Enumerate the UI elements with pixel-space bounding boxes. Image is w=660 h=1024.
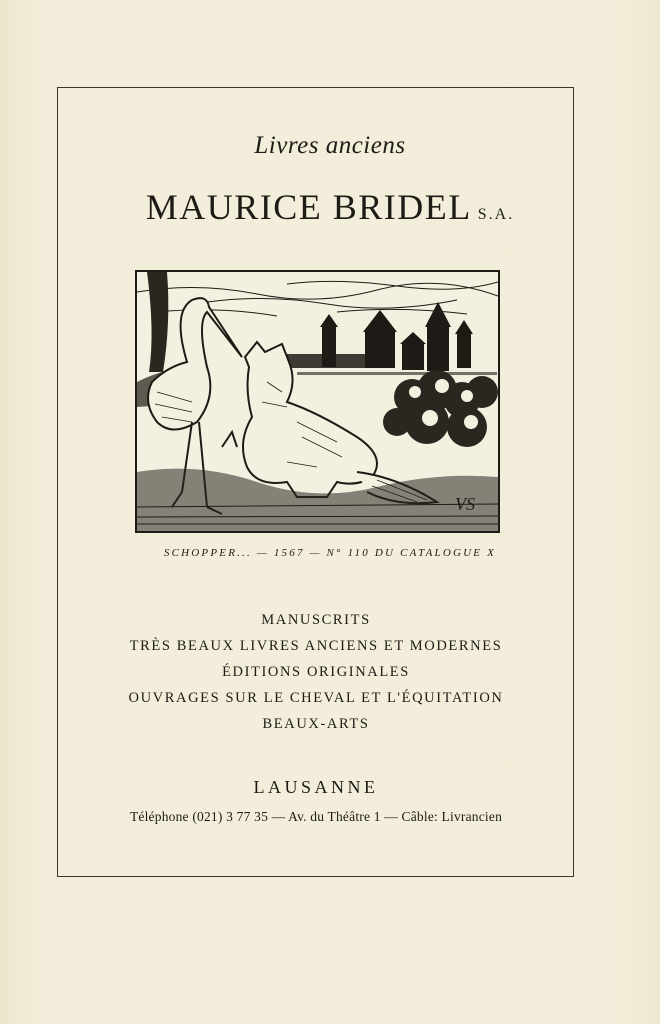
company-suffix: S.A. bbox=[477, 206, 515, 223]
page-subtitle: Livres anciens bbox=[254, 132, 406, 159]
category-item: MANUSCRITS bbox=[261, 612, 371, 628]
category-list bbox=[0, 608, 632, 738]
company-name: MAURICE BRIDEL bbox=[145, 187, 472, 227]
artist-monogram: VS bbox=[455, 494, 475, 514]
contact-line: Téléphone (021) 3 77 35 — Av. du Théâtre 1 — Câble: Livrancien bbox=[129, 809, 503, 824]
category-item: OUVRAGES SUR LE CHEVAL ET L'ÉQUITATION bbox=[128, 690, 504, 706]
category-item: BEAUX-ARTS bbox=[262, 716, 370, 732]
city-name: LAUSANNE bbox=[253, 777, 379, 797]
category-item: TRÈS BEAUX LIVRES ANCIENS ET MODERNES bbox=[129, 638, 503, 654]
woodcut-heron-fox-scene bbox=[137, 272, 498, 531]
woodcut-illustration bbox=[135, 270, 500, 533]
illustration-caption: SCHOPPER... — 1567 — N° 110 DU CATALOGUE X bbox=[163, 547, 497, 559]
page-title bbox=[0, 186, 660, 228]
category-item: ÉDITIONS ORIGINALES bbox=[222, 664, 410, 680]
